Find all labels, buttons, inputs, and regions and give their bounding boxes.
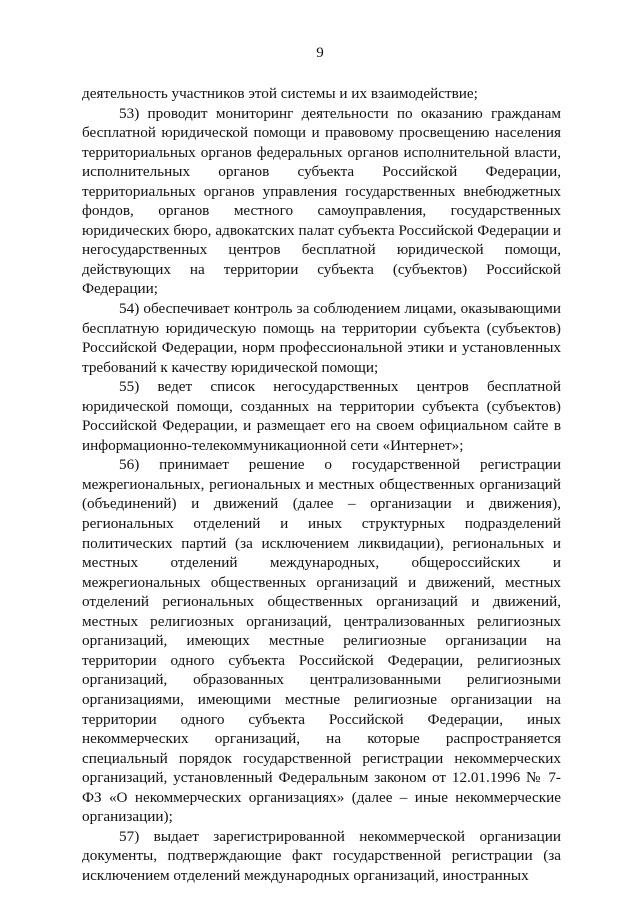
paragraph-continuation: деятельность участников этой системы и их взаимодействие; bbox=[82, 85, 478, 102]
paragraph-item-55: 55) ведет список негосударственных центров бесплатной юридической помощи, созданных на территории субъекта (субъектов) Российской Федерации, и размещает его на своем официальном сайте в информационно-телекоммуникационной сети «Интернет»; bbox=[82, 378, 561, 454]
paragraph-item-56: 56) принимает решение о государственной регистрации межрегиональных, региональных и местных общественных организаций (объединений) и движений (далее – организации и движения), региональных отделений и иных структурных подразделений политических партий (за исключением ликвидации), региональных и местных отделений международных, общероссийских и межрегиональных общественных организаций и движений, местных отделений региональных общественных организаций и движений, местных религиозных организаций, централизованных религиозных организаций, имеющих местные религиозные организации на территории одного субъекта Российской Федерации, религиозных организаций, образованных централизованными религиозными организациями, имеющими местные религиозные организации на территории одного субъекта Российской Федерации, иных некоммерческих организаций, на которые распространяется специальный порядок государственной регистрации некоммерческих организаций, установленный Федеральным законом от 12.01.1996 № 7-ФЗ «О некоммерческих организациях» (далее – иные некоммерческие организации); bbox=[82, 456, 561, 826]
page-number: 9 bbox=[316, 45, 324, 61]
paragraph-item-57: 57) выдает зарегистрированной некоммерческой организации документы, подтверждающие факт государственной регистрации (за исключением отделений международных организаций, иностранных bbox=[82, 827, 561, 884]
paragraph-item-54: 54) обеспечивает контроль за соблюдением лицами, оказывающими бесплатную юридическую помощь на территории субъекта (субъектов) Российской Федерации, норм профессиональной этики и установленных требований к качеству юридической помощи; bbox=[82, 300, 561, 376]
paragraph-item-53: 53) проводит мониторинг деятельности по оказанию гражданам бесплатной юридической помощи и правовому просвещению населения территориальных органов федеральных органов исполнительной власти, исполнительных органов субъекта Российской Федерации, территориальных органов управления государственных внебюджетных фондов, органов местного самоуправления, государственных юридических бюро, адвокатских палат субъекта Российской Федерации и негосударственных центров бесплатной юридической помощи, действующих на территории субъекта (субъектов) Российской Федерации; bbox=[82, 104, 561, 298]
document-body bbox=[82, 84, 561, 885]
